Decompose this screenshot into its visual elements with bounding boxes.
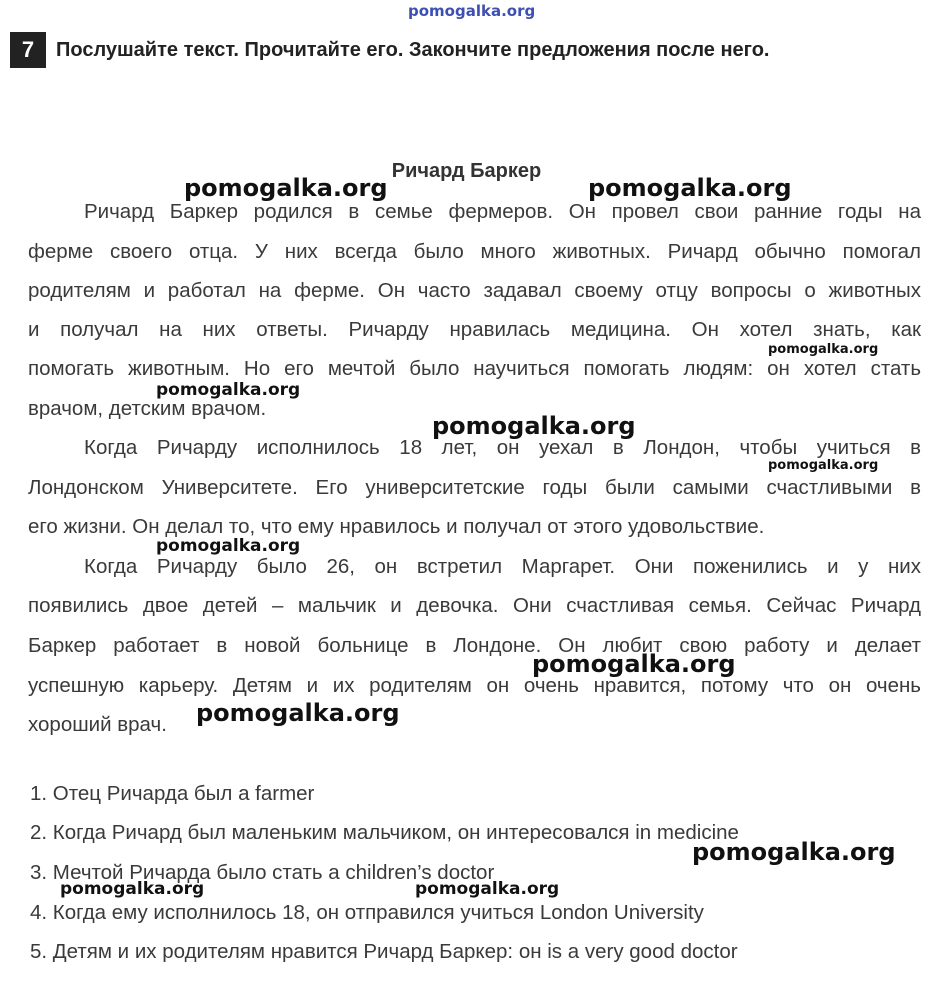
watermark: pomogalka.org <box>156 380 301 400</box>
story-line: появились двое детей – мальчик и девочка. Они счастливая семья. Сейчас Ричард <box>28 594 921 617</box>
watermark: pomogalka.org <box>184 174 388 202</box>
watermark: pomogalka.org <box>768 342 879 357</box>
answer-item: 2. Когда Ричард был маленьким мальчиком, он интересовался in medicine <box>30 821 739 844</box>
watermark: pomogalka.org <box>196 699 400 727</box>
watermark: pomogalka.org <box>768 458 879 473</box>
story-line: родителям и работал на ферме. Он часто задавал своему отцу вопросы о животных <box>28 279 921 302</box>
watermark: pomogalka.org <box>60 879 205 899</box>
story-line: Когда Ричарду было 26, он встретил Маргарет. Они поженились и у них <box>84 555 921 578</box>
story-line: врачом, детским врачом. <box>28 397 267 420</box>
watermark: pomogalka.org <box>156 536 301 556</box>
answer-item: 3. Мечтой Ричарда было стать a children’s doctor <box>30 861 495 884</box>
story-line: Баркер работает в новой больнице в Лондоне. Он любит свою работу и делает <box>28 634 921 657</box>
watermark: pomogalka.org <box>415 879 560 899</box>
task-number-badge: 7 <box>10 32 46 68</box>
story-line: Когда Ричарду исполнилось 18 лет, он уехал в Лондон, чтобы учиться в <box>84 436 921 459</box>
story-line: Ричард Баркер родился в семье фермеров. Он провел свои ранние годы на <box>84 200 921 223</box>
story-line: успешную карьеру. Детям и их родителям он очень нравится, потому что он очень <box>28 674 921 697</box>
answer-item: 5. Детям и их родителям нравится Ричард Баркер: он is a very good doctor <box>30 940 738 963</box>
answer-item: 1. Отец Ричарда был a farmer <box>30 782 315 805</box>
watermark: pomogalka.org <box>408 2 536 20</box>
watermark: pomogalka.org <box>692 838 896 866</box>
watermark: pomogalka.org <box>532 650 736 678</box>
story-line: его жизни. Он делал то, что ему нравилось и получал от этого удовольствие. <box>28 515 765 538</box>
task-instruction: Послушайте текст. Прочитайте его. Закончите предложения после него. <box>56 38 770 61</box>
story-title: Ричард Баркер <box>391 160 542 182</box>
story-line: и получал на них ответы. Ричарду нравилась медицина. Он хотел знать, как <box>28 318 921 341</box>
task-header <box>10 32 770 68</box>
watermark: pomogalka.org <box>432 412 636 440</box>
story-line: помогать животным. Но его мечтой было научиться помогать людям: он хотел стать <box>28 357 921 380</box>
story-line: Лондонском Университете. Его университетские годы были самыми счастливыми в <box>28 476 921 499</box>
answer-item: 4. Когда ему исполнилось 18, он отправился учиться London University <box>30 901 704 924</box>
story-line: хороший врач. <box>28 713 167 736</box>
watermark: pomogalka.org <box>588 174 792 202</box>
story-line: ферме своего отца. У них всегда было много животных. Ричард обычно помогал <box>28 240 921 263</box>
